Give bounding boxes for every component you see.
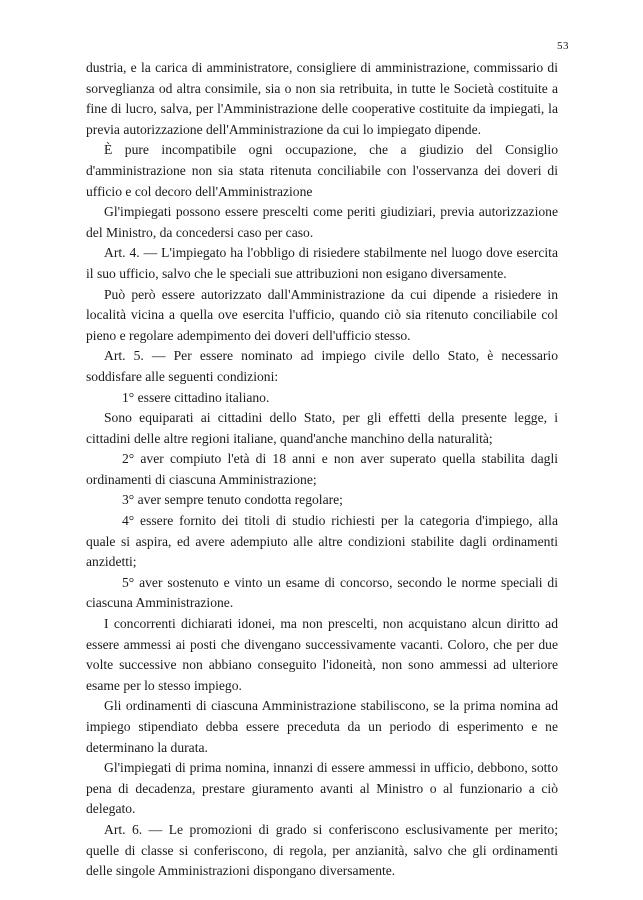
list-item: 1° essere cittadino italiano. [122, 389, 270, 405]
paragraph: È pure incompatibile ogni occupazione, che a giudizio del Consiglio d'amministrazione non sia stata ritenuta conciliabile con l'osservanza dei doveri di ufficio e col decoro dell'Amministrazione [86, 142, 558, 199]
paragraph: Art. 6. — Le promozioni di grado si conferiscono esclusivamente per merito; quelle di classe si conferiscono, di regola, per anzianità, salvo che gli ordinamenti delle singole Amministrazioni dispongano diversamente. [86, 821, 558, 879]
paragraph: Può però essere autorizzato dall'Amministrazione da cui dipende a risiedere in località vicina a quella ove esercita l'ufficio, quando ciò sia ritenuto conciliabile col pieno e regolare adempimento dei doveri dell'ufficio stesso. [86, 286, 558, 343]
list-item: 5° aver sostenuto e vinto un esame di concorso, secondo le norme speciali di ciascuna Amministrazione. [86, 574, 558, 611]
paragraph: Gl'impiegati possono essere prescelti come periti giudiziari, previa autorizzazione del Ministro, da concedersi caso per caso. [86, 204, 558, 240]
list-item: 4° essere fornito dei titoli di studio richiesti per la categoria d'impiego, alla quale si aspira, ed avere adempiuto alle altre condizioni stabilite dagli ordinamenti anzidetti; [86, 513, 558, 570]
paragraph: dustria, e la carica di amministratore, consigliere di amministrazione, commissario di sorveglianza od altra consimile, sia o non sia retribuita, in tutte le Società costituite a fine di lucro, salva, per l'Amministrazione delle cooperative costituite da impiegati, la previa autorizzazione dell'Amministrazione da cui lo impiegato dipende. [86, 60, 558, 137]
paragraph: Art. 5. — Per essere nominato ad impiego civile dello Stato, è necessario soddisfare alle seguenti condizioni: [86, 348, 558, 384]
paragraph: Gli ordinamenti di ciascuna Amministrazione stabiliscono, se la prima nomina ad impiego stipendiato debba essere preceduta da un periodo di esperimento e ne determinano la durata. [86, 698, 558, 755]
paragraph: Art. 4. — L'impiegato ha l'obbligo di risiedere stabilmente nel luogo dove esercita il suo ufficio, salvo che le speciali sue attribuzioni non esigano diversamente. [86, 245, 558, 281]
list-item: 3° aver sempre tenuto condotta regolare; [122, 492, 343, 508]
paragraph: Gl'impiegati di prima nomina, innanzi di essere ammessi in ufficio, debbono, sotto pena di decadenza, prestare giuramento avanti al Ministro o al funzionario a ciò delegato. [86, 760, 558, 817]
page-number: 53 [557, 40, 569, 52]
list-item: 2° aver compiuto l'età di 18 anni e non aver superato quella stabilita dagli ordinamenti di ciascuna Amministrazione; [86, 451, 558, 487]
paragraph: I concorrenti dichiarati idonei, ma non prescelti, non acquistano alcun diritto ad essere ammessi ai posti che divengano successivamente vacanti. Coloro, che per due volte successive non abbiano conseguito l'idoneità, non sono ammessi ad ulteriore esame per lo stesso impiego. [86, 616, 558, 693]
body-text [86, 58, 558, 882]
paragraph: Sono equiparati ai cittadini dello Stato, per gli effetti della presente legge, i cittadini delle altre regioni italiane, quand'anche manchino della naturalità; [86, 410, 558, 446]
